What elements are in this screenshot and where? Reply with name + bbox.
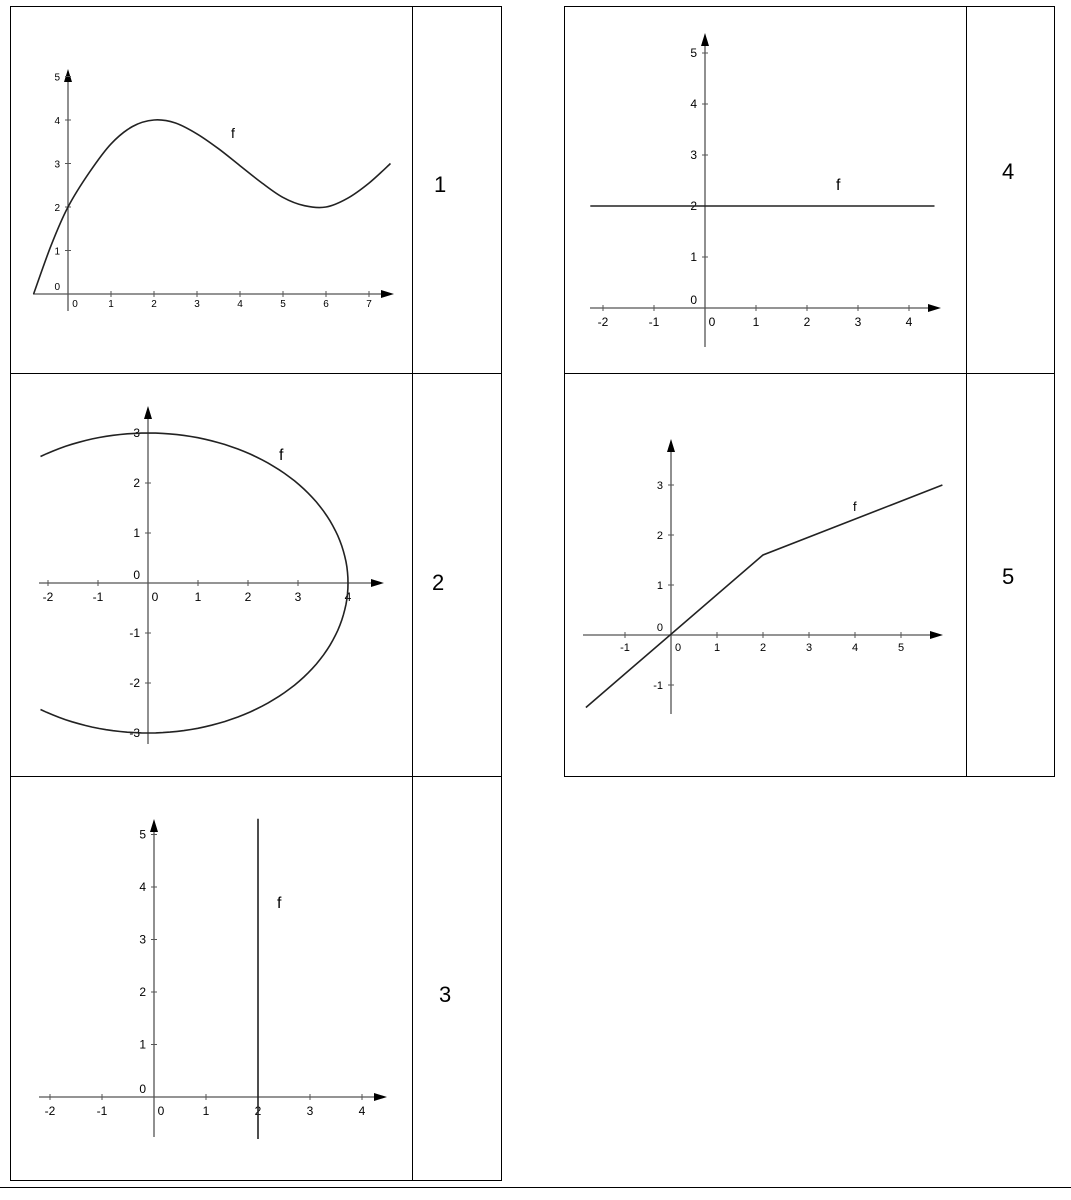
y-tick-label: 3 (139, 932, 146, 947)
y-tick-label: 2 (139, 985, 146, 999)
y-tick-label: 1 (133, 526, 140, 540)
y-tick-label: 0 (139, 1082, 146, 1096)
y-axis-arrowhead (64, 69, 72, 82)
function-label: f (279, 447, 284, 464)
x-tick-label: 2 (254, 1104, 262, 1118)
y-tick-label: 1 (54, 246, 60, 258)
x-tick-label: -2 (42, 590, 54, 604)
y-tick-label: 5 (139, 827, 146, 842)
x-axis-arrowhead (381, 290, 394, 298)
function-curve (586, 485, 943, 708)
x-axis-arrowhead (930, 631, 943, 639)
y-axis-arrowhead (701, 33, 709, 46)
bottom-rule (0, 1187, 1071, 1188)
x-axis-arrowhead (371, 579, 384, 587)
x-tick-label: 2 (803, 315, 811, 329)
y-tick-label: 4 (54, 116, 60, 127)
y-tick-label: 2 (54, 203, 60, 214)
graph-4-plot (565, 7, 968, 375)
y-tick-label: 5 (690, 46, 697, 60)
function-label: f (853, 499, 857, 514)
y-tick-label: -1 (129, 626, 140, 640)
graph-cell-2 (10, 373, 413, 777)
y-tick-label: 3 (690, 148, 697, 162)
x-tick-label: -2 (44, 1104, 56, 1118)
y-tick-label: 3 (133, 426, 140, 440)
x-tick-label: 0 (157, 1104, 165, 1118)
graph-1-plot (11, 7, 414, 375)
graph-3-plot (11, 777, 414, 1182)
x-axis-arrowhead (374, 1093, 387, 1101)
label-cell-1 (412, 6, 502, 374)
label-cell-4 (966, 6, 1055, 374)
y-tick-label: 3 (54, 159, 60, 171)
graph-number-1: 1 (434, 172, 447, 197)
graph-cell-3 (10, 776, 413, 1181)
x-tick-label: 1 (202, 1104, 210, 1118)
y-tick-label: 2 (133, 476, 140, 490)
x-tick-label: 0 (151, 590, 159, 604)
graph-number-4: 4 (1002, 159, 1015, 184)
y-tick-label: 0 (656, 622, 663, 634)
graph-cell-1 (10, 6, 413, 374)
x-tick-label: 4 (237, 299, 243, 310)
y-tick-label: 0 (133, 568, 140, 582)
x-tick-label: -1 (620, 642, 630, 654)
x-tick-label: 3 (805, 642, 813, 654)
y-tick-label: 2 (656, 530, 663, 542)
x-tick-label: 4 (905, 315, 913, 329)
x-tick-label: 4 (358, 1104, 366, 1118)
graph-number-3: 3 (439, 982, 452, 1007)
x-tick-label: 0 (674, 642, 682, 654)
y-axis-arrowhead (144, 406, 152, 419)
x-tick-label: -1 (92, 590, 104, 604)
y-tick-label: 4 (690, 97, 697, 111)
y-axis-arrowhead (667, 439, 675, 452)
label-cell-2 (412, 373, 502, 777)
x-tick-label: 2 (244, 590, 252, 604)
x-tick-label: -2 (597, 315, 609, 329)
y-tick-label: -1 (653, 680, 663, 692)
y-tick-label: 4 (139, 880, 146, 894)
y-tick-label: 1 (139, 1037, 146, 1052)
x-tick-label: 5 (280, 299, 286, 310)
y-tick-label: -3 (129, 726, 140, 740)
y-tick-label: 3 (656, 480, 663, 492)
graph-5-plot (565, 374, 968, 778)
x-tick-label: 2 (759, 642, 767, 654)
x-tick-label: 1 (194, 590, 202, 604)
graph-number-5: 5 (1002, 564, 1015, 589)
y-tick-label: 1 (690, 250, 697, 264)
x-tick-label: 0 (708, 315, 716, 329)
x-tick-label: 4 (344, 590, 352, 604)
x-axis-arrowhead (928, 304, 941, 312)
x-tick-label: 3 (194, 299, 200, 310)
x-tick-label: 5 (897, 642, 905, 654)
x-tick-label: 3 (306, 1104, 314, 1118)
function-label: f (277, 895, 282, 912)
y-axis-arrowhead (150, 819, 158, 832)
y-tick-label: 5 (54, 72, 60, 84)
function-label: f (231, 125, 235, 141)
x-tick-label: -1 (648, 315, 660, 329)
x-tick-label: 3 (854, 315, 862, 329)
y-tick-label: 0 (54, 282, 60, 293)
graph-cell-4 (564, 6, 967, 374)
x-tick-label: -1 (96, 1104, 108, 1118)
function-label: f (836, 177, 841, 194)
y-tick-label: -2 (129, 676, 140, 690)
y-tick-label: 1 (656, 580, 663, 592)
x-tick-label: 1 (713, 642, 721, 654)
x-tick-label: 1 (108, 299, 114, 310)
x-tick-label: 1 (752, 315, 760, 329)
x-tick-label: 7 (366, 299, 372, 310)
x-tick-label: 0 (72, 299, 78, 310)
graph-2-plot (11, 374, 414, 778)
y-tick-label: 2 (690, 199, 697, 213)
x-tick-label: 2 (151, 299, 157, 310)
graph-cell-5 (564, 373, 967, 777)
graph-number-2: 2 (432, 570, 445, 595)
function-curve (34, 120, 391, 294)
x-tick-label: 4 (851, 642, 859, 654)
label-cell-3 (412, 776, 502, 1181)
x-tick-label: 6 (323, 299, 329, 310)
y-tick-label: 0 (690, 293, 697, 307)
x-tick-label: 3 (294, 590, 302, 604)
label-cell-5 (966, 373, 1055, 777)
